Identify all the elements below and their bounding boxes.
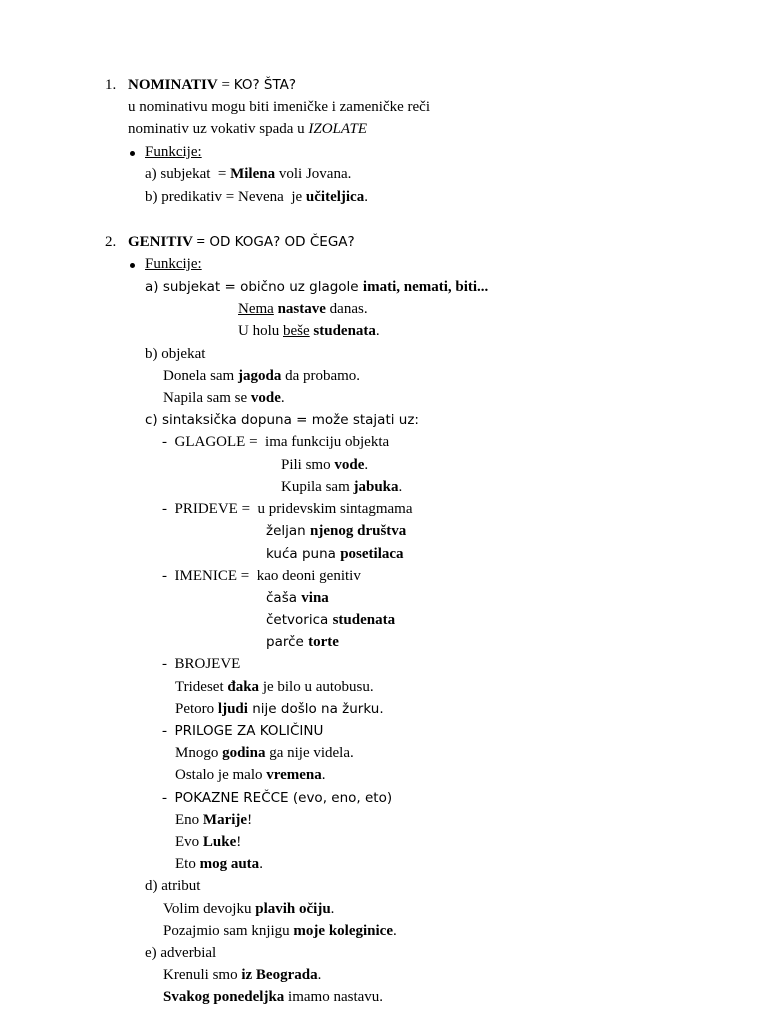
example-line: Eno Marije! bbox=[175, 812, 253, 828]
section-heading-nominativ: NOMINATIV = KO? ŠTA? bbox=[128, 77, 297, 93]
funkcije-label: Funkcije: bbox=[145, 256, 202, 272]
sub-item: - GLAGOLE = ima funkciju objekta bbox=[162, 434, 390, 450]
example-line: četvorica studenata bbox=[266, 612, 396, 628]
example-line: Pozajmio sam knjigu moje koleginice. bbox=[163, 923, 397, 939]
example-line: parče torte bbox=[266, 634, 339, 650]
function-item: b) predikativ = Nevena je učiteljica. bbox=[145, 189, 368, 205]
function-item: c) sintaksička dopuna = može stajati uz: bbox=[145, 412, 419, 428]
funkcije-label: Funkcije: bbox=[145, 144, 202, 160]
example-line: željan njenog društva bbox=[266, 523, 407, 539]
example-line: Krenuli smo iz Beograda. bbox=[163, 967, 322, 983]
example-line: Svakog ponedeljka imamo nastavu. bbox=[163, 989, 384, 1005]
function-item: b) objekat bbox=[145, 346, 206, 362]
sub-item: - PRILOGE ZA KOLIČINU bbox=[162, 723, 324, 739]
example-line: U holu beše studenata. bbox=[238, 323, 380, 339]
example-line: Petoro ljudi nije došlo na žurku. bbox=[175, 701, 384, 717]
function-item: e) adverbial bbox=[145, 945, 217, 961]
section-heading-genitiv: GENITIV = OD KOGA? OD ČEGA? bbox=[128, 234, 355, 250]
section-number: 2. bbox=[105, 234, 117, 250]
text-line: u nominativu mogu biti imeničke i zameničke reči bbox=[128, 99, 430, 115]
text-line: nominativ uz vokativ spada u IZOLATE bbox=[128, 121, 368, 137]
sub-item: - PRIDEVE = u pridevskim sintagmama bbox=[162, 501, 413, 517]
example-line: Pili smo vode. bbox=[281, 457, 369, 473]
example-line: Trideset đaka je bilo u autobusu. bbox=[175, 679, 374, 695]
sub-item: - BROJEVE bbox=[162, 656, 241, 672]
function-item: d) atribut bbox=[145, 878, 201, 894]
example-line: kuća puna posetilaca bbox=[266, 546, 404, 562]
example-line: Eto mog auta. bbox=[175, 856, 263, 872]
bullet-icon bbox=[130, 151, 135, 156]
example-line: Napila sam se vode. bbox=[163, 390, 285, 406]
example-line: Kupila sam jabuka. bbox=[281, 479, 403, 495]
sub-item: - POKAZNE REČCE (evo, eno, eto) bbox=[162, 790, 393, 806]
example-line: Evo Luke! bbox=[175, 834, 242, 850]
sub-item: - IMENICE = kao deoni genitiv bbox=[162, 568, 361, 584]
example-line: Volim devojku plavih očiju. bbox=[163, 901, 335, 917]
function-item: a) subjekat = Milena voli Jovana. bbox=[145, 166, 352, 182]
bullet-icon bbox=[130, 263, 135, 268]
section-number: 1. bbox=[105, 77, 117, 93]
example-line: čaša vina bbox=[266, 590, 329, 606]
example-line: Ostalo je malo vremena. bbox=[175, 767, 326, 783]
example-line: Nema nastave danas. bbox=[238, 301, 368, 317]
example-line: Mnogo godina ga nije videla. bbox=[175, 745, 354, 761]
example-line: Donela sam jagoda da probamo. bbox=[163, 368, 361, 384]
function-item: a) subjekat = obično uz glagole imati, nemati, biti... bbox=[145, 279, 489, 295]
